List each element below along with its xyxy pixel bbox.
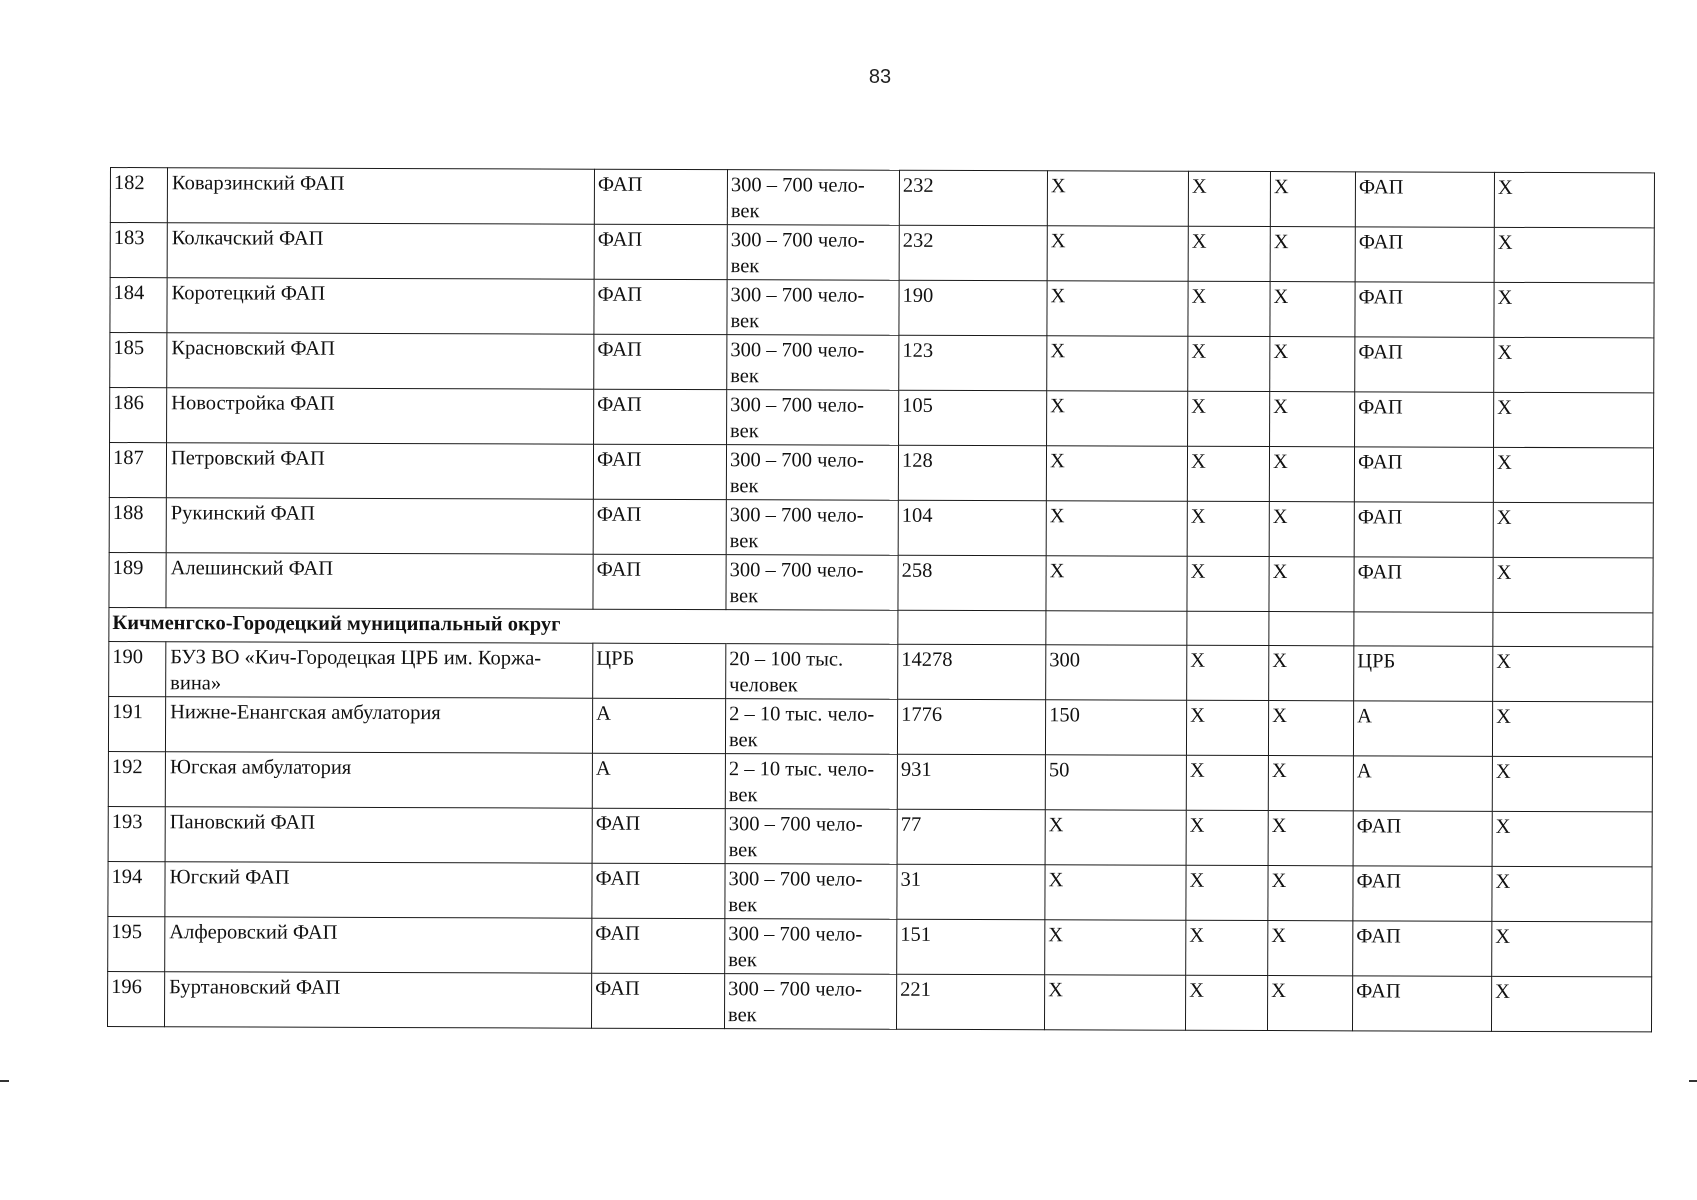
facility-type: А: [592, 698, 725, 753]
facility-type: ФАП: [594, 224, 727, 279]
column-10-value: X: [1494, 227, 1654, 283]
attached-population: 1776: [897, 699, 1045, 755]
table-row: [108, 861, 1652, 921]
column-10-value: X: [1492, 866, 1652, 922]
section-empty-cell: [1187, 611, 1269, 645]
column-9-value: ЦРБ: [1354, 646, 1493, 701]
attached-population: 221: [896, 974, 1044, 1030]
facility-name: Югская амбулатория: [165, 752, 592, 808]
table-row: [108, 696, 1652, 756]
population-range: 20 – 100 тыс. человек: [726, 644, 898, 700]
column-9-value: ФАП: [1355, 227, 1494, 282]
row-number: 192: [108, 751, 165, 806]
table-row: [109, 443, 1653, 503]
facility-type: А: [592, 753, 725, 808]
column-8-value: X: [1269, 557, 1354, 612]
column-6-value: 50: [1045, 755, 1186, 810]
column-8-value: X: [1270, 172, 1355, 227]
section-empty-cell: [1269, 612, 1354, 646]
column-10-value: X: [1493, 646, 1653, 702]
column-6-value: X: [1046, 556, 1187, 611]
facility-name: БУЗ ВО «Кич-Городецкая ЦРБ им. Коржа- вина»: [166, 642, 593, 698]
column-10-value: X: [1494, 392, 1654, 448]
facility-name: Нижне-Енангская амбулатория: [165, 697, 592, 753]
column-8-value: X: [1269, 502, 1354, 557]
column-9-value: ФАП: [1353, 811, 1492, 866]
column-8-value: X: [1267, 976, 1352, 1031]
column-7-value: X: [1188, 281, 1270, 336]
population-range: 300 – 700 чело- век: [724, 974, 896, 1030]
column-8-value: X: [1268, 701, 1353, 756]
column-9-value: А: [1353, 756, 1492, 811]
population-range: 300 – 700 чело- век: [727, 225, 899, 281]
column-6-value: X: [1047, 171, 1188, 226]
attached-population: 14278: [898, 644, 1046, 700]
column-6-value: X: [1045, 865, 1186, 920]
column-10-value: X: [1493, 557, 1653, 613]
section-empty-cell: [1354, 612, 1493, 646]
column-9-value: ФАП: [1355, 282, 1494, 337]
column-8-value: X: [1269, 646, 1354, 701]
column-8-value: X: [1270, 337, 1355, 392]
facility-type: ФАП: [594, 389, 727, 444]
column-10-value: X: [1492, 811, 1652, 867]
facility-name: Алферовский ФАП: [165, 917, 592, 973]
column-8-value: X: [1270, 282, 1355, 337]
attached-population: 232: [899, 170, 1047, 226]
row-number: 187: [109, 443, 166, 498]
facility-type: ФАП: [592, 918, 725, 973]
column-9-value: ФАП: [1354, 557, 1493, 612]
column-7-value: X: [1186, 700, 1268, 755]
column-6-value: X: [1046, 501, 1187, 556]
population-range: 300 – 700 чело- век: [727, 335, 899, 391]
column-7-value: X: [1185, 975, 1267, 1030]
table-row: [108, 806, 1652, 866]
row-number: 195: [108, 916, 165, 971]
facility-name: Пановский ФАП: [165, 807, 592, 863]
section-empty-cell: [726, 610, 898, 645]
column-10-value: X: [1493, 447, 1653, 503]
column-8-value: X: [1270, 227, 1355, 282]
row-number: 193: [108, 806, 165, 861]
table-row: [107, 971, 1651, 1031]
facilities-table: [107, 167, 1655, 1032]
section-empty-cell: [898, 610, 1046, 645]
column-7-value: X: [1186, 920, 1268, 975]
column-6-value: X: [1047, 226, 1188, 281]
column-9-value: ФАП: [1354, 502, 1493, 557]
column-9-value: ФАП: [1355, 337, 1494, 392]
column-6-value: X: [1045, 920, 1186, 975]
page-number: 83: [868, 66, 892, 88]
column-6-value: X: [1047, 391, 1188, 446]
column-8-value: X: [1268, 866, 1353, 921]
row-number: 186: [110, 388, 167, 443]
population-range: 300 – 700 чело- век: [725, 919, 897, 975]
facility-type: ФАП: [593, 554, 726, 609]
column-8-value: X: [1268, 921, 1353, 976]
column-8-value: X: [1268, 756, 1353, 811]
column-7-value: X: [1188, 336, 1270, 391]
table-row: [108, 916, 1652, 976]
right-margin-mark: [1689, 1080, 1697, 1082]
column-6-value: 300: [1046, 645, 1187, 700]
column-9-value: ФАП: [1355, 392, 1494, 447]
column-10-value: X: [1491, 976, 1651, 1032]
column-7-value: X: [1188, 391, 1270, 446]
attached-population: 77: [897, 809, 1045, 865]
facility-name: Коротецкий ФАП: [167, 278, 594, 334]
section-empty-cell: [1493, 612, 1653, 647]
column-7-value: X: [1186, 755, 1268, 810]
row-number: 189: [109, 552, 166, 607]
population-range: 300 – 700 чело- век: [725, 809, 897, 865]
attached-population: 104: [898, 500, 1046, 556]
column-10-value: X: [1494, 282, 1654, 338]
column-7-value: X: [1187, 556, 1269, 611]
column-10-value: X: [1494, 337, 1654, 393]
column-6-value: X: [1045, 810, 1186, 865]
column-7-value: X: [1187, 501, 1269, 556]
column-9-value: ФАП: [1354, 447, 1493, 502]
table-body-after: [107, 641, 1652, 1031]
column-8-value: X: [1269, 447, 1354, 502]
attached-population: 123: [899, 335, 1047, 391]
facility-name: Петровский ФАП: [166, 443, 593, 499]
column-9-value: ФАП: [1352, 976, 1491, 1031]
column-7-value: X: [1187, 645, 1269, 700]
population-range: 300 – 700 чело- век: [726, 500, 898, 556]
table-row: [110, 278, 1654, 338]
attached-population: 931: [897, 754, 1045, 810]
facility-type: ФАП: [594, 169, 727, 224]
column-10-value: X: [1493, 502, 1653, 558]
facilities-table-wrapper: [107, 167, 1654, 1032]
attached-population: 151: [897, 919, 1045, 975]
population-range: 300 – 700 чело- век: [725, 864, 897, 920]
column-6-value: 150: [1045, 700, 1186, 755]
population-range: 2 – 10 тыс. чело- век: [725, 699, 897, 755]
table-row: [110, 388, 1654, 448]
population-range: 300 – 700 чело- век: [726, 445, 898, 501]
facility-name: Буртановский ФАП: [164, 972, 591, 1028]
population-range: 300 – 700 чело- век: [727, 390, 899, 446]
left-margin-mark: [0, 1080, 9, 1082]
row-number: 184: [110, 278, 167, 333]
facility-type: ФАП: [591, 973, 724, 1028]
row-number: 188: [109, 497, 166, 552]
column-6-value: X: [1046, 446, 1187, 501]
attached-population: 31: [897, 864, 1045, 920]
section-row: [109, 607, 1653, 646]
column-10-value: X: [1492, 701, 1652, 757]
column-9-value: ФАП: [1355, 172, 1494, 227]
section-title: Кичменгско-Городецкий муниципальный округ: [109, 607, 726, 643]
attached-population: 258: [898, 555, 1046, 611]
column-8-value: X: [1270, 392, 1355, 447]
column-7-value: X: [1186, 865, 1268, 920]
facility-type: ФАП: [594, 334, 727, 389]
facility-name: Красновский ФАП: [167, 333, 594, 389]
column-6-value: X: [1044, 975, 1185, 1030]
column-10-value: X: [1492, 756, 1652, 812]
facility-name: Колкачский ФАП: [167, 223, 594, 279]
column-7-value: X: [1187, 446, 1269, 501]
row-number: 183: [110, 223, 167, 278]
row-number: 190: [109, 641, 166, 696]
table-row: [110, 333, 1654, 393]
column-8-value: X: [1268, 811, 1353, 866]
table-row: [109, 641, 1653, 701]
column-9-value: ФАП: [1353, 866, 1492, 921]
facility-type: ФАП: [592, 808, 725, 863]
table-row: [110, 223, 1654, 283]
attached-population: 190: [899, 280, 1047, 336]
attached-population: 105: [899, 390, 1047, 446]
population-range: 300 – 700 чело- век: [727, 170, 899, 226]
table-body-before: [109, 168, 1655, 613]
row-number: 194: [108, 861, 165, 916]
table-row: [109, 552, 1653, 612]
column-7-value: X: [1188, 226, 1270, 281]
attached-population: 128: [898, 445, 1046, 501]
row-number: 185: [110, 333, 167, 388]
facility-type: ФАП: [594, 279, 727, 334]
section-body: [109, 607, 1653, 646]
table-row: [109, 497, 1653, 557]
column-9-value: ФАП: [1353, 921, 1492, 976]
facility-name: Рукинский ФАП: [166, 498, 593, 554]
column-9-value: А: [1353, 701, 1492, 756]
column-10-value: X: [1492, 921, 1652, 977]
row-number: 182: [110, 168, 167, 223]
population-range: 300 – 700 чело- век: [726, 555, 898, 611]
column-6-value: X: [1047, 336, 1188, 391]
population-range: 300 – 700 чело- век: [727, 280, 899, 336]
table-row: [108, 751, 1652, 811]
attached-population: 232: [899, 225, 1047, 281]
row-number: 191: [108, 696, 165, 751]
facility-type: ФАП: [593, 499, 726, 554]
facility-type: ЦРБ: [593, 643, 726, 698]
column-7-value: X: [1186, 810, 1268, 865]
section-empty-cell: [1046, 611, 1187, 645]
table-row: [110, 168, 1654, 228]
column-10-value: X: [1494, 172, 1654, 228]
facility-type: ФАП: [593, 444, 726, 499]
column-7-value: X: [1188, 171, 1270, 226]
facility-name: Коварзинский ФАП: [167, 168, 594, 224]
population-range: 2 – 10 тыс. чело- век: [725, 754, 897, 810]
facility-name: Новостройка ФАП: [167, 388, 594, 444]
row-number: 196: [107, 971, 164, 1026]
facility-name: Югский ФАП: [165, 862, 592, 918]
column-6-value: X: [1047, 281, 1188, 336]
facility-name: Алешинский ФАП: [166, 553, 593, 609]
facility-type: ФАП: [592, 863, 725, 918]
